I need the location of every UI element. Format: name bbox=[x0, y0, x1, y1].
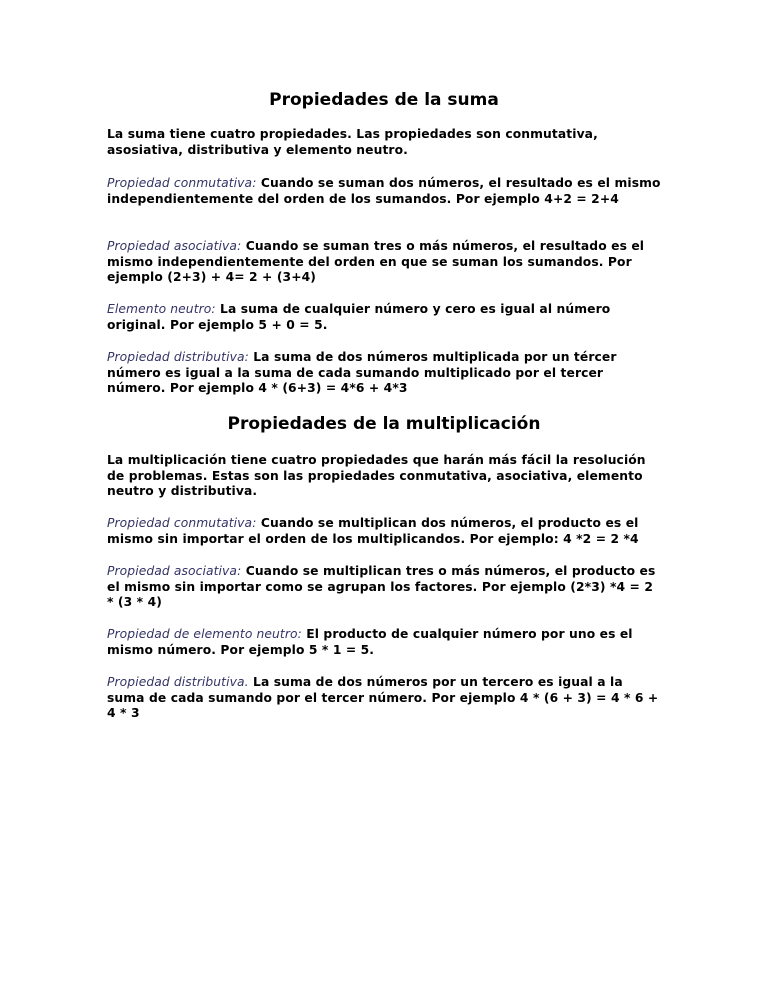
property-description: La suma de dos números por un tercero es igual a la suma de cada sumando por el tercer número. Por ejemplo 4 * (6 + 3) = 4 * 6 + 4 * 3 bbox=[107, 675, 659, 721]
property-term: Propiedad distributiva. bbox=[107, 675, 249, 689]
property-term: Propiedad asociativa: bbox=[107, 564, 242, 578]
multiplicacion-property-asociativa bbox=[107, 564, 663, 611]
suma-property-neutro bbox=[107, 302, 663, 333]
suma-intro: La suma tiene cuatro propiedades. Las propiedades son conmutativa, asosiativa, distributiva y elemento neutro. bbox=[107, 127, 598, 157]
suma-property-asociativa bbox=[107, 239, 663, 286]
property-description: Cuando se multiplican dos números, el producto es el mismo sin importar el orden de los multiplicandos. Por ejemplo: 4 *2 = 2 *4 bbox=[107, 516, 639, 546]
multiplicacion-property-conmutativa bbox=[107, 516, 663, 547]
property-term: Propiedad de elemento neutro: bbox=[107, 627, 302, 641]
property-term: Propiedad conmutativa: bbox=[107, 516, 257, 530]
property-description: La suma de cualquier número y cero es igual al número original. Por ejemplo 5 + 0 = 5. bbox=[107, 302, 611, 332]
multiplicacion-property-distributiva bbox=[107, 675, 663, 722]
suma-property-distributiva bbox=[107, 350, 663, 397]
property-description: La suma de dos números multiplicada por un tércer número es igual a la suma de cada sumando multiplicado por el tercer número. Por ejemplo 4 * (6+3) = 4*6 + 4*3 bbox=[107, 350, 617, 396]
property-term: Propiedad conmutativa: bbox=[107, 176, 257, 190]
property-description: El producto de cualquier número por uno es el mismo número. Por ejemplo 5 * 1 = 5. bbox=[107, 627, 633, 657]
section-title-suma: Propiedades de la suma bbox=[269, 90, 499, 110]
section-title-multiplicacion: Propiedades de la multiplicación bbox=[227, 414, 541, 434]
property-description: Cuando se multiplican tres o más números, el producto es el mismo sin importar como se agrupan los factores. Por ejemplo (2*3) *4 = 2 * (3 * 4) bbox=[107, 564, 656, 610]
multiplicacion-intro: La multiplicación tiene cuatro propiedades que harán más fácil la resolución de problemas. Estas son las propiedades conmutativa, asociativa, elemento neutro y distributiva. bbox=[107, 453, 646, 499]
property-description: Cuando se suman dos números, el resultado es el mismo independientemente del orden de los sumandos. Por ejemplo 4+2 = 2+4 bbox=[107, 176, 661, 206]
property-term: Propiedad distributiva: bbox=[107, 350, 249, 364]
multiplicacion-property-neutro bbox=[107, 627, 663, 658]
suma-property-conmutativa bbox=[107, 176, 663, 207]
property-description: Cuando se suman tres o más números, el resultado es el mismo independientemente del orden en que se suman los sumandos. Por ejemplo (2+3) + 4= 2 + (3+4) bbox=[107, 239, 645, 285]
property-term: Elemento neutro: bbox=[107, 302, 216, 316]
property-term: Propiedad asociativa: bbox=[107, 239, 242, 253]
